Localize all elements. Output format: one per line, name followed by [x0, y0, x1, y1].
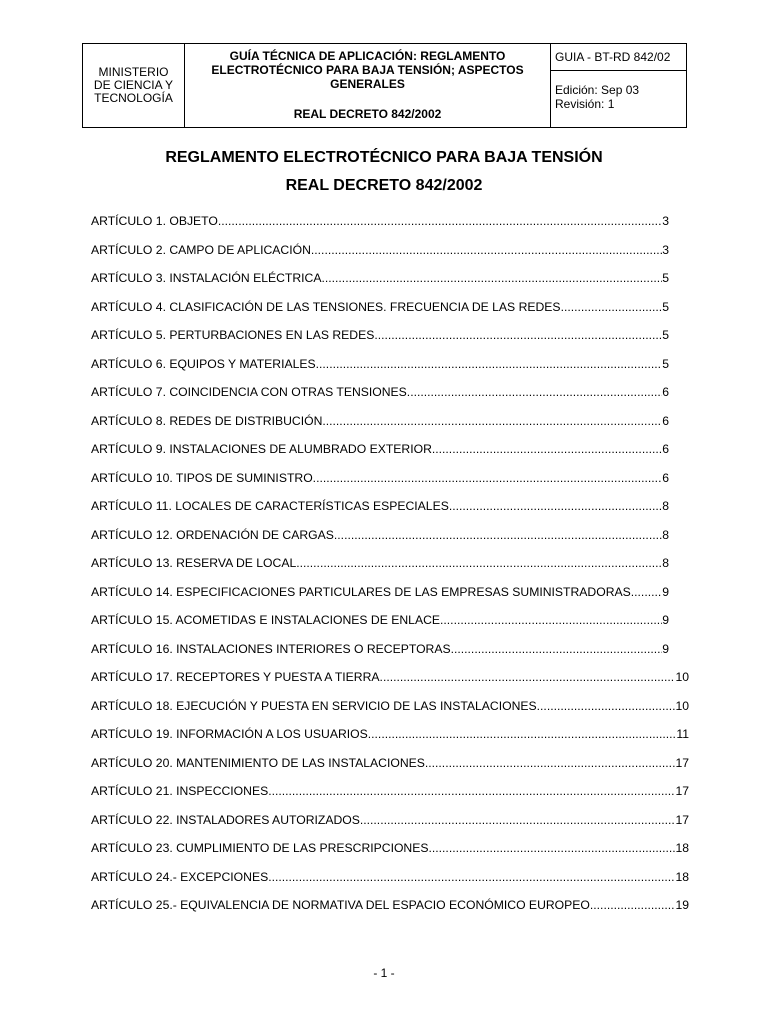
toc-entry[interactable]	[91, 720, 689, 749]
toc-entry[interactable]	[91, 207, 689, 236]
toc-dot-leader	[540, 699, 675, 713]
toc-entry[interactable]	[91, 749, 689, 778]
toc-entry-page: 9	[662, 641, 669, 656]
toc-dot-leader	[371, 727, 676, 741]
toc-entry-page: 17	[675, 755, 689, 770]
toc-entry[interactable]	[91, 663, 689, 692]
toc-entry-label: ARTÍCULO 5. PERTURBACIONES EN LAS REDES.	[91, 328, 378, 343]
toc-entry-label: ARTÍCULO 8. REDES DE DISTRIBUCIÓN.	[91, 413, 326, 428]
toc-entry-label: ARTÍCULO 13. RESERVA DE LOCAL.	[91, 556, 300, 571]
toc-entry-page: 8	[662, 527, 669, 542]
toc-dot-leader	[316, 471, 662, 485]
code-cell	[551, 44, 686, 127]
toc-entry-page: 5	[662, 299, 669, 314]
ministry-cell	[83, 44, 185, 127]
page-number: - 1 -	[373, 966, 395, 980]
toc-dot-leader	[221, 214, 662, 228]
toc-dot-leader	[435, 442, 662, 456]
toc-entry-label: ARTÍCULO 9. INSTALACIONES DE ALUMBRADO EXTERIOR.	[91, 442, 436, 457]
toc-entry-label: ARTÍCULO 15. ACOMETIDAS E INSTALACIONES DE ENLACE.	[91, 613, 444, 628]
edition-info	[551, 71, 686, 111]
toc-dot-leader	[383, 670, 676, 684]
toc-entry-label: ARTÍCULO 2. CAMPO DE APLICACIÓN.	[91, 242, 315, 257]
guide-title-line-1: GUÍA TÉCNICA DE APLICACIÓN: REGLAMENTO	[229, 49, 506, 63]
toc-entry-label: ARTÍCULO 16. INSTALACIONES INTERIORES O RECEPTORAS.	[91, 641, 454, 656]
toc-dot-leader	[363, 813, 675, 827]
toc-entry-page: 17	[675, 784, 689, 799]
toc-entry[interactable]	[91, 435, 689, 464]
toc-dot-leader	[337, 528, 662, 542]
table-of-contents	[91, 207, 689, 920]
toc-entry[interactable]	[91, 834, 689, 863]
toc-dot-leader	[314, 243, 662, 257]
toc-entry-label: ARTÍCULO 19. INFORMACIÓN A LOS USUARIOS.	[91, 727, 372, 742]
toc-entry-page: 6	[662, 385, 669, 400]
toc-dot-leader	[319, 357, 662, 371]
toc-entry-page: 8	[662, 556, 669, 571]
toc-entry[interactable]	[91, 378, 689, 407]
toc-entry-page: 18	[675, 841, 689, 856]
toc-entry[interactable]	[91, 293, 689, 322]
toc-entry-page: 19	[675, 898, 689, 913]
toc-entry-page: 17	[675, 812, 689, 827]
toc-entry[interactable]	[91, 521, 689, 550]
toc-entry-label: ARTÍCULO 18. EJECUCIÓN Y PUESTA EN SERVICIO DE LAS INSTALACIONES.	[91, 698, 541, 713]
revision-label: Revisión: 1	[555, 97, 615, 111]
toc-entry-page: 5	[662, 271, 669, 286]
toc-entry-label: ARTÍCULO 21. INSPECCIONES.	[91, 784, 272, 799]
toc-entry-label: ARTÍCULO 1. OBJETO.	[91, 214, 222, 229]
toc-entry-page: 3	[662, 242, 669, 257]
ministry-line-3: TECNOLOGÍA	[94, 91, 173, 105]
toc-entry-page: 10	[675, 670, 689, 685]
toc-entry-page: 10	[675, 698, 689, 713]
toc-entry[interactable]	[91, 407, 689, 436]
toc-entry-label: ARTÍCULO 7. COINCIDENCIA CON OTRAS TENSIONES.	[91, 385, 411, 400]
guide-title-line-2: ELECTROTÉCNICO PARA BAJA TENSIÓN; ASPECTOS	[211, 63, 524, 77]
toc-entry[interactable]	[91, 891, 689, 920]
ministry-line-1: MINISTERIO	[98, 65, 169, 79]
toc-entry-page: 9	[662, 584, 669, 599]
toc-entry[interactable]	[91, 806, 689, 835]
toc-entry[interactable]	[91, 321, 689, 350]
toc-dot-leader	[272, 784, 676, 798]
toc-dot-leader	[326, 414, 662, 428]
toc-dot-leader	[452, 499, 662, 513]
toc-entry[interactable]	[91, 606, 689, 635]
toc-entry-label: ARTÍCULO 12. ORDENACIÓN DE CARGAS.	[91, 527, 338, 542]
toc-entry[interactable]	[91, 777, 689, 806]
toc-entry-label: ARTÍCULO 17. RECEPTORES Y PUESTA A TIERRA.	[91, 670, 383, 685]
toc-entry-page: 6	[662, 470, 669, 485]
toc-dot-leader	[300, 556, 663, 570]
toc-dot-leader	[428, 756, 675, 770]
toc-entry[interactable]	[91, 549, 689, 578]
toc-entry[interactable]	[91, 692, 689, 721]
toc-entry-page: 6	[662, 413, 669, 428]
toc-entry-page: 5	[662, 356, 669, 371]
toc-entry[interactable]	[91, 492, 689, 521]
toc-dot-leader	[432, 841, 676, 855]
toc-dot-leader	[325, 271, 662, 285]
toc-entry[interactable]	[91, 578, 689, 607]
toc-entry[interactable]	[91, 236, 689, 265]
toc-entry-page: 9	[662, 613, 669, 628]
guide-title-cell	[185, 44, 551, 127]
toc-entry-label: ARTÍCULO 14. ESPECIFICACIONES PARTICULARES DE LAS EMPRESAS SUMINISTRADORAS.	[91, 584, 635, 599]
toc-entry-label: ARTÍCULO 4. CLASIFICACIÓN DE LAS TENSIONES. FRECUENCIA DE LAS REDES.	[91, 299, 564, 314]
toc-entry-page: 6	[662, 442, 669, 457]
toc-entry-label: ARTÍCULO 22. INSTALADORES AUTORIZADOS.	[91, 812, 364, 827]
guide-code: GUIA - BT-RD 842/02	[551, 44, 686, 71]
toc-entry[interactable]	[91, 863, 689, 892]
document-header	[82, 43, 687, 128]
ministry-line-2: DE CIENCIA Y	[93, 78, 174, 92]
toc-entry-label: ARTÍCULO 20. MANTENIMIENTO DE LAS INSTALACIONES.	[91, 755, 429, 770]
toc-entry-label: ARTÍCULO 10. TIPOS DE SUMINISTRO.	[91, 470, 317, 485]
toc-entry-page: 3	[662, 214, 669, 229]
guide-decree: REAL DECRETO 842/2002	[293, 107, 442, 121]
toc-dot-leader	[593, 898, 675, 912]
toc-dot-leader	[378, 328, 663, 342]
toc-entry[interactable]	[91, 264, 689, 293]
toc-dot-leader	[272, 870, 676, 884]
toc-entry-label: ARTÍCULO 25.- EQUIVALENCIA DE NORMATIVA DEL ESPACIO ECONÓMICO EUROPEO.	[91, 898, 594, 913]
toc-dot-leader	[410, 385, 662, 399]
toc-entry[interactable]	[91, 350, 689, 379]
guide-title-line-3: GENERALES	[330, 77, 405, 91]
toc-entry[interactable]	[91, 464, 689, 493]
toc-entry-label: ARTÍCULO 11. LOCALES DE CARACTERÍSTICAS ESPECIALES.	[91, 499, 453, 514]
toc-entry-page: 8	[662, 499, 669, 514]
toc-entry-label: ARTÍCULO 3. INSTALACIÓN ELÉCTRICA.	[91, 271, 325, 286]
toc-entry-page: 11	[676, 727, 689, 742]
toc-dot-leader	[634, 585, 662, 599]
document-subtitle: REAL DECRETO 842/2002	[285, 177, 483, 194]
toc-entry-label: ARTÍCULO 23. CUMPLIMIENTO DE LAS PRESCRIPCIONES.	[91, 841, 432, 856]
toc-entry[interactable]	[91, 635, 689, 664]
toc-entry-label: ARTÍCULO 6. EQUIPOS Y MATERIALES.	[91, 356, 320, 371]
toc-entry-page: 5	[662, 328, 669, 343]
toc-dot-leader	[564, 300, 662, 314]
document-title: REGLAMENTO ELECTROTÉCNICO PARA BAJA TENSIÓN	[165, 149, 603, 166]
toc-entry-label: ARTÍCULO 24.- EXCEPCIONES.	[91, 869, 272, 884]
toc-entry-page: 18	[675, 869, 689, 884]
edition-label: Edición: Sep 03	[555, 83, 640, 97]
toc-dot-leader	[443, 613, 662, 627]
toc-dot-leader	[454, 642, 662, 656]
